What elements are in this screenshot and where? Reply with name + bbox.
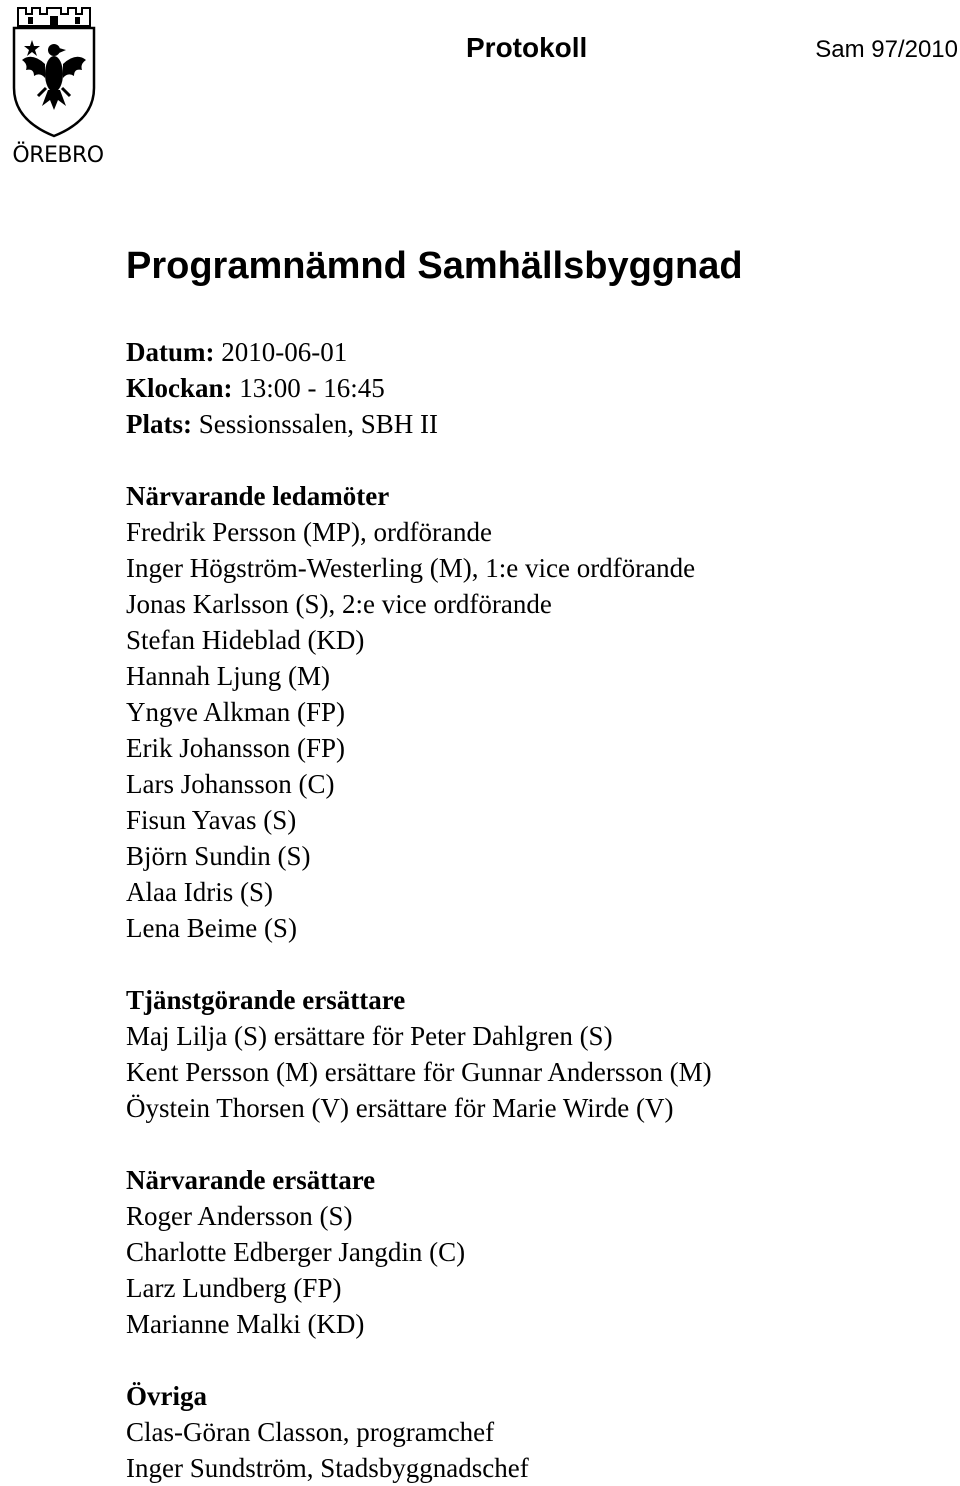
coat-of-arms-icon [4, 2, 104, 142]
list-item: Roger Andersson (S) [126, 1201, 353, 1231]
meta-label: Plats: [126, 409, 192, 439]
list-item: Larz Lundberg (FP) [126, 1273, 342, 1303]
list-item: Jonas Karlsson (S), 2:e vice ordförande [126, 589, 552, 619]
page-title: Programnämnd Samhällsbyggnad [126, 245, 743, 287]
meta-label: Klockan: [126, 373, 233, 403]
list-item: Lars Johansson (C) [126, 769, 335, 799]
list-item: Alaa Idris (S) [126, 877, 273, 907]
list-item: Öystein Thorsen (V) ersättare för Marie Wirde (V) [126, 1093, 674, 1123]
meta-value: 13:00 - 16:45 [239, 373, 385, 403]
section-heading: Närvarande ersättare [126, 1165, 376, 1195]
meta-time [126, 370, 946, 406]
list-item: Lena Beime (S) [126, 913, 297, 943]
meeting-info [126, 334, 946, 442]
list-item: Inger Högström-Westerling (M), 1:e vice ordförande [126, 553, 696, 583]
meta-label: Datum: [126, 337, 215, 367]
list-item: Stefan Hideblad (KD) [126, 625, 365, 655]
list-item: Yngve Alkman (FP) [126, 697, 345, 727]
orebro-logo [4, 2, 108, 170]
list-item: Clas-Göran Classon, programchef [126, 1417, 495, 1447]
section-serving-substitutes [126, 982, 946, 1126]
section-others [126, 1378, 946, 1486]
meta-value: Sessionssalen, SBH II [198, 409, 438, 439]
meta-place [126, 406, 946, 442]
list-item: Inger Sundström, Stadsbyggnadschef [126, 1453, 529, 1483]
document-body [126, 334, 946, 1486]
list-item: Kent Persson (M) ersättare för Gunnar Andersson (M) [126, 1057, 712, 1087]
document-number: Sam 97/2010 [815, 36, 958, 63]
list-item: Fisun Yavas (S) [126, 805, 297, 835]
document-type: Protokoll [466, 32, 588, 63]
logo-text: ÖREBRO [12, 143, 104, 168]
meta-value: 2010-06-01 [221, 337, 348, 367]
section-substitutes-present [126, 1162, 946, 1342]
meta-date [126, 334, 946, 370]
list-item: Erik Johansson (FP) [126, 733, 346, 763]
list-item: Marianne Malki (KD) [126, 1309, 365, 1339]
list-item: Maj Lilja (S) ersättare för Peter Dahlgren (S) [126, 1021, 613, 1051]
section-heading: Tjänstgörande ersättare [126, 985, 406, 1015]
section-heading: Övriga [126, 1381, 207, 1411]
list-item: Fredrik Persson (MP), ordförande [126, 517, 492, 547]
list-item: Charlotte Edberger Jangdin (C) [126, 1237, 466, 1267]
section-members-present [126, 478, 946, 946]
list-item: Björn Sundin (S) [126, 841, 311, 871]
list-item: Hannah Ljung (M) [126, 661, 330, 691]
section-heading: Närvarande ledamöter [126, 481, 390, 511]
